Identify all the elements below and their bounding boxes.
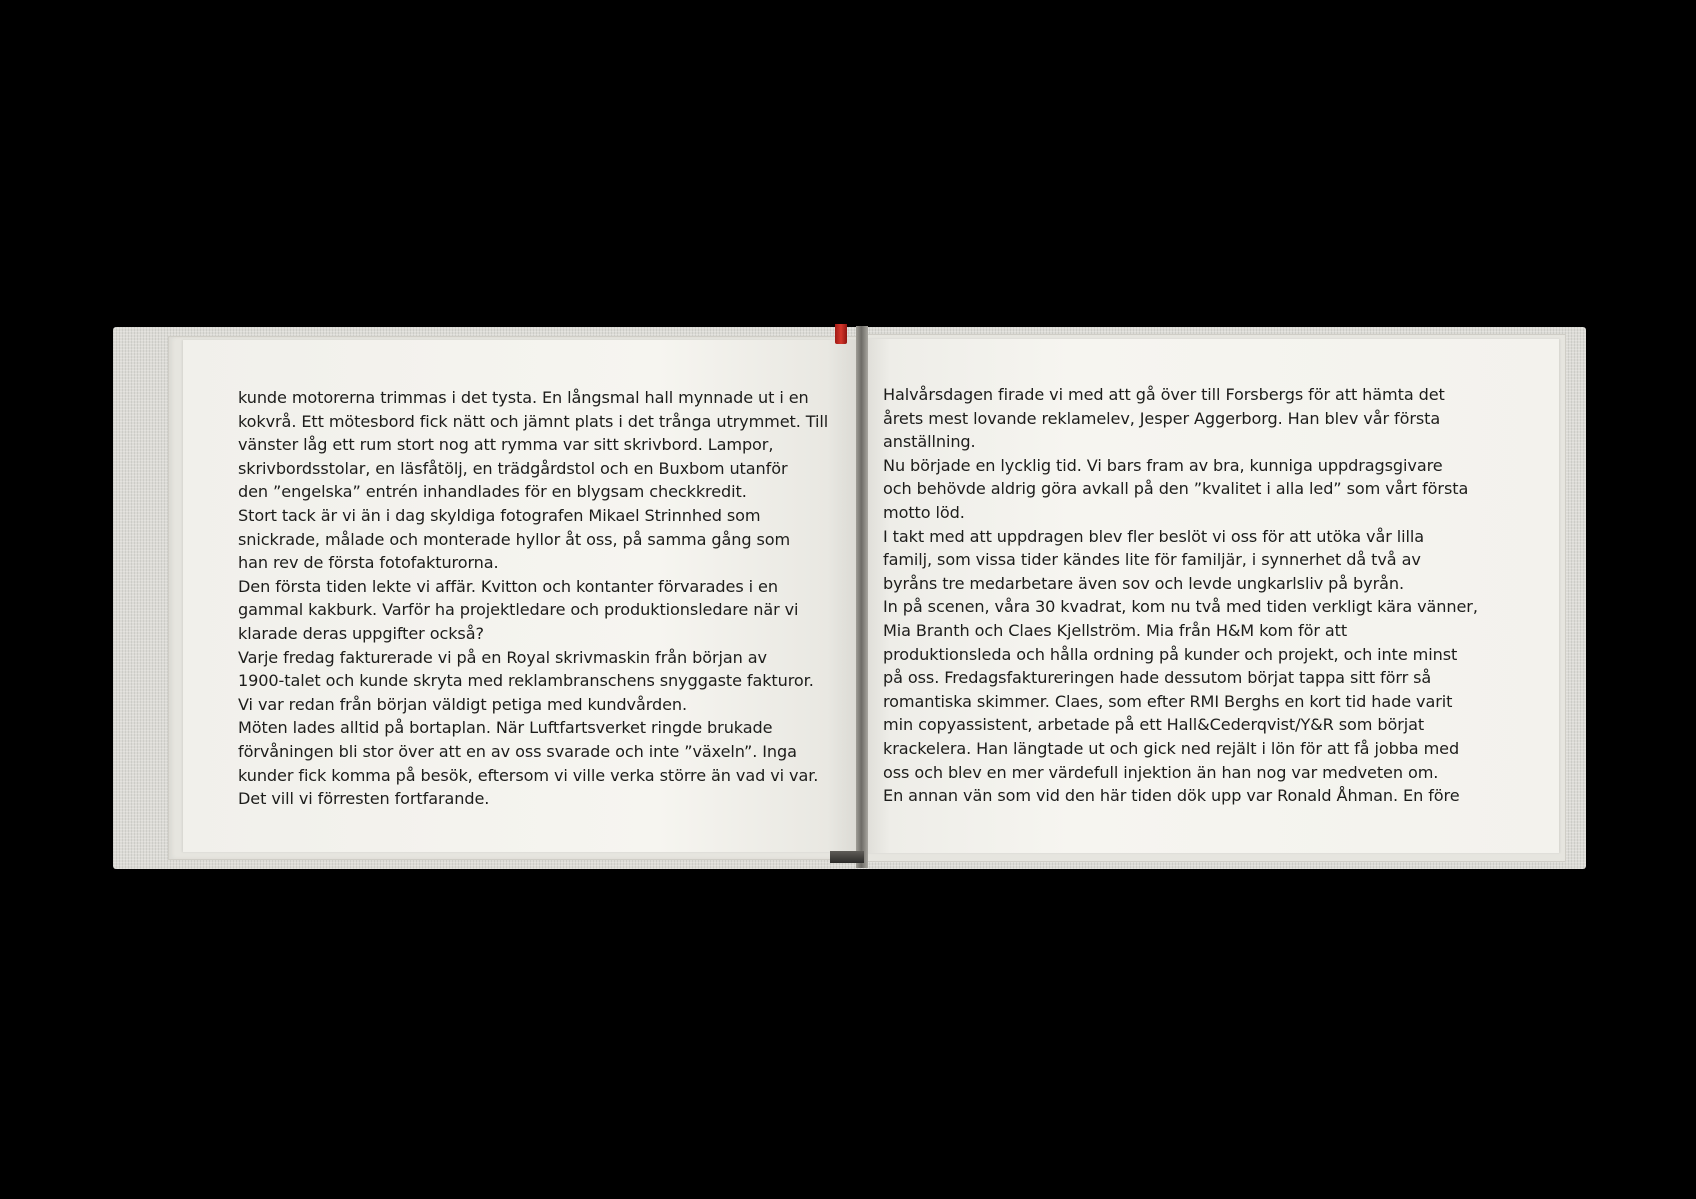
right-page-line: oss och blev en mer värdefull injektion än han nog var medveten om. [883, 762, 1439, 782]
right-page-line: Mia Branth och Claes Kjellström. Mia från H&M kom för att [883, 620, 1348, 640]
right-page-line: och behövde aldrig göra avkall på den ”kvalitet i alla led” som vårt första [883, 479, 1469, 499]
left-page-line: Stort tack är vi än i dag skyldiga fotografen Mikael Strinnhed som [238, 505, 761, 525]
right-page-line: produktionsleda och hålla ordning på kunder och projekt, och inte minst [883, 644, 1458, 664]
left-page-line: snickrade, målade och monterade hyllor åt oss, på samma gång som [238, 529, 791, 549]
left-page-line: Varje fredag fakturerade vi på en Royal skrivmaskin från början av [238, 647, 767, 667]
left-page-line: gammal kakburk. Varför ha projektledare och produktionsledare när vi [238, 600, 799, 620]
left-page-line: kunder fick komma på besök, eftersom vi ville verka större än vad vi var. [238, 765, 819, 785]
right-page-line: min copyassistent, arbetade på ett Hall&Cederqvist/Y&R som börjat [883, 715, 1425, 735]
right-page-line: krackelera. Han längtade ut och gick ned rejält i lön för att få jobba med [883, 738, 1460, 758]
right-page-line: Nu började en lycklig tid. Vi bars fram av bra, kunniga uppdragsgivare [883, 455, 1443, 475]
right-page-line: motto löd. [883, 502, 965, 522]
right-page-line: En annan vän som vid den här tiden dök upp var Ronald Åhman. En före [883, 786, 1460, 806]
left-page-line: vänster låg ett rum stort nog att rymma var sitt skrivbord. Lampor, [238, 435, 774, 455]
left-page-line: Den första tiden lekte vi affär. Kvitton och kontanter förvarades i en [238, 576, 778, 596]
book-spine [856, 326, 868, 868]
right-page-line: romantiska skimmer. Claes, som efter RMI Berghs en kort tid hade varit [883, 691, 1453, 711]
right-page-line: familj, som vissa tider kändes lite för familjär, i synnerhet då två av [883, 550, 1421, 570]
right-page-line: på oss. Fredagsfaktureringen hade dessutom börjat tappa sitt förr så [883, 668, 1432, 688]
right-page-line: In på scenen, våra 30 kvadrat, kom nu två med tiden verkligt kära vänner, [883, 597, 1478, 617]
bookmark-ribbon [835, 324, 847, 344]
right-page-line: Halvårsdagen firade vi med att gå över till Forsbergs för att hämta det [883, 385, 1445, 404]
left-page-line: Det vill vi förresten fortfarande. [238, 789, 490, 809]
left-page-text [238, 386, 828, 811]
left-page-line: den ”engelska” entrén inhandlades för en blygsam checkkredit. [238, 482, 747, 502]
left-page-line: 1900-talet och kunde skryta med reklambranschens snyggaste fakturor. [238, 671, 814, 691]
left-page-line: han rev de första fotofakturorna. [238, 553, 499, 573]
left-page-line: Vi var redan från början väldigt petiga med kundvården. [238, 694, 687, 714]
left-page-line: Möten lades alltid på bortaplan. När Luftfartsverket ringde brukade [238, 718, 773, 738]
right-page-line: I takt med att uppdragen blev fler beslöt vi oss för att utöka vår lilla [883, 526, 1425, 546]
left-page-line: klarade deras uppgifter också? [238, 623, 484, 643]
right-page-line: anställning. [883, 432, 976, 452]
right-page-line: byråns tre medarbetare även sov och levde ungkarlsliv på byrån. [883, 573, 1404, 593]
left-page-line: kunde motorerna trimmas i det tysta. En långsmal hall mynnade ut i en [238, 388, 809, 407]
right-page-text [883, 383, 1478, 808]
left-page-line: förvåningen bli stor över att en av oss svarade och inte ”växeln”. Inga [238, 741, 797, 761]
left-page-line: skrivbordsstolar, en läsfåtölj, en trädgårdstol och en Buxbom utanför [238, 458, 788, 478]
left-page-line: kokvrå. Ett mötesbord fick nätt och jämnt plats i det trånga utrymmet. Till [238, 411, 829, 431]
right-page-line: årets mest lovande reklamelev, Jesper Aggerborg. Han blev vår första [883, 408, 1441, 428]
spine-bottom-edge [830, 851, 864, 863]
